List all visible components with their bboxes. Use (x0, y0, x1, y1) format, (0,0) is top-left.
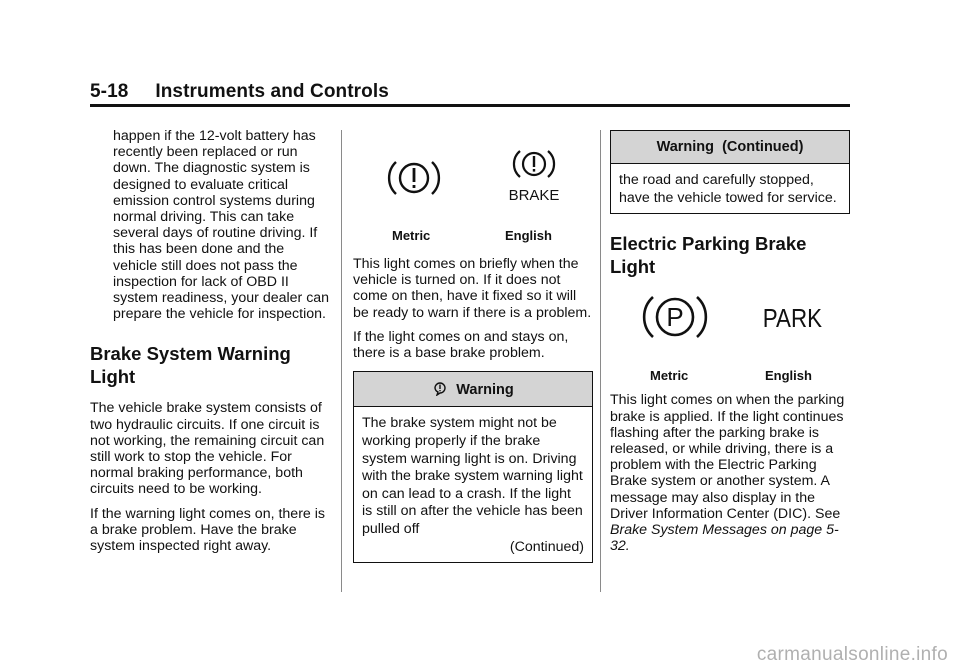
warning-continued-text: the road and carefully stopped, have the vehicle towed for service. (619, 172, 837, 206)
brake-paragraph-2: If the warning light comes on, there is a brake problem. Have the brake system inspected right away. (90, 505, 326, 555)
warning-text: The brake system might not be working properly if the brake system warning light is on. Driving with the brake system warning light on can lead to a crash. If the light is still on after the vehicle has been pulled off (362, 415, 583, 537)
parking-english-caption: English (765, 368, 812, 384)
parking-brake-metric-icon (642, 290, 708, 344)
brake-icon-text: BRAKE (508, 187, 560, 204)
column-1 (90, 128, 330, 562)
warning-continued-body (611, 164, 849, 213)
warning-body (354, 407, 592, 562)
warning-continued: (Continued) (509, 538, 584, 555)
parking-icon-row (610, 290, 850, 386)
warning-continued-header: Warning (Continued) (611, 131, 849, 164)
brake-paragraph-1: The vehicle brake system consists of two hydraulic circuits. If one circuit is not working, the remaining circuit can still work to stop the vehicle. For normal braking performance, both circuits need to be working. (90, 400, 325, 498)
warning-box (353, 371, 593, 563)
column-divider-2 (600, 130, 601, 592)
parking-brake-english-icon (758, 300, 828, 334)
warning-icon (432, 380, 448, 396)
parking-brake-paragraph (610, 392, 850, 554)
brake-icon-row (353, 128, 593, 243)
metric-caption: Metric (392, 228, 431, 243)
header-rule (90, 104, 850, 107)
english-caption: English (505, 228, 552, 243)
column-2 (353, 128, 593, 563)
parking-metric-caption: Metric (650, 368, 689, 384)
page-header (90, 80, 850, 104)
warning-title: Warning (456, 382, 514, 399)
brake-warning-metric-icon (386, 156, 442, 200)
parking-brake-text: This light comes on when the parking brake is applied. If the light continues flashing after the parking brake is released, or while driving, there is a problem with the Electric Parking Brake system or another system. A message may also display in the Driver Information Center (DIC). See (610, 392, 845, 522)
watermark: carmanualsonline.info (756, 644, 948, 665)
column-divider-1 (341, 130, 342, 592)
brake-light-paragraph-2: If the light comes on and stays on, there is a base brake problem. (353, 328, 569, 362)
park-icon-text: PARK (762, 304, 823, 334)
parking-brake-heading: Electric Parking Brake Light (610, 233, 807, 278)
intro-paragraph: happen if the 12-volt battery has recently been replaced or run down. The diagnostic system is designed to evaluate critical emission control systems during normal driving. This can take several days of routine driving. If this has been done and the vehicle still does not pass the inspection for lack of OBD II system readiness, your dealer can prepare the vehicle for inspection. (113, 128, 330, 323)
brake-warning-heading: Brake System Warning Light (90, 343, 291, 388)
column-3 (610, 128, 850, 562)
parking-metric-icon-text: P (666, 302, 684, 333)
brake-light-paragraph-1: This light comes on briefly when the vehicle is turned on. If it does not come on then, have it fixed so it will be ready to warn if there is a problem. (353, 256, 592, 321)
brake-messages-reference[interactable]: Brake System Messages on page 5-32. (610, 522, 839, 555)
page-title: 5-18 Instruments and Controls (90, 81, 389, 102)
warning-header (354, 372, 592, 407)
brake-warning-english-icon (506, 148, 562, 206)
warning-continued-box (610, 130, 850, 214)
